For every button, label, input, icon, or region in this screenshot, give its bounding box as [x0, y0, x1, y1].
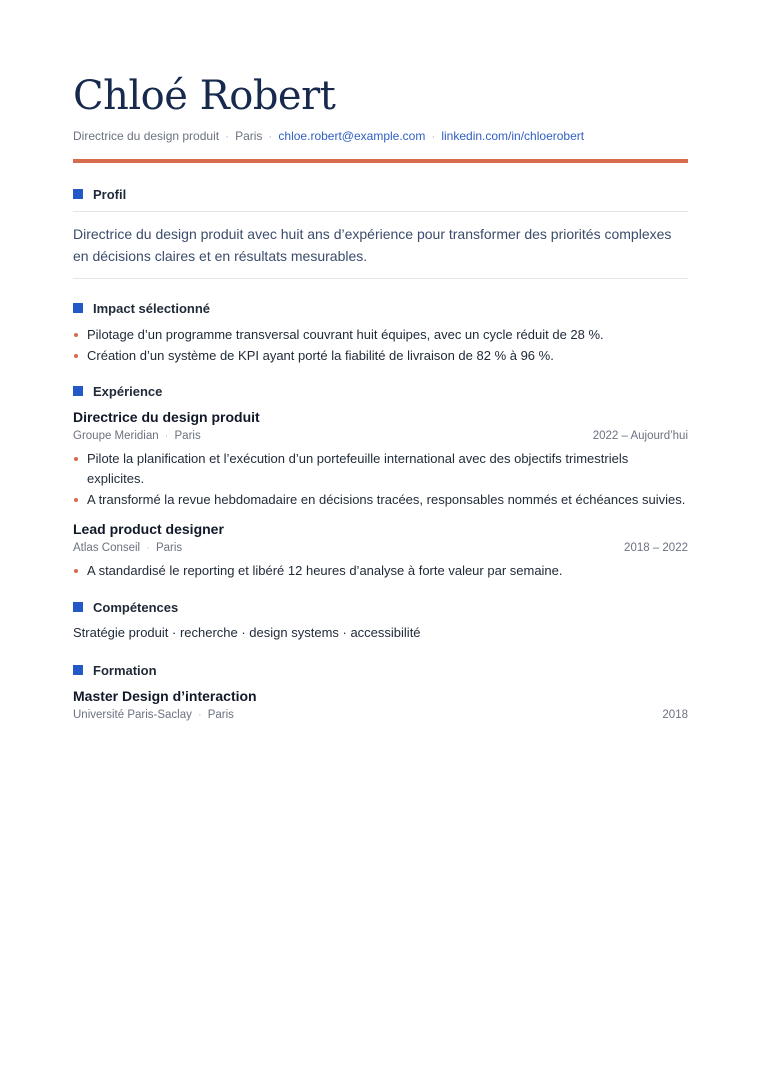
section-square-icon [73, 386, 83, 396]
job-entry [73, 408, 688, 510]
profile-summary: Directrice du design produit avec huit ans d’expérience pour transformer des priorités complexes en décisions claires et en résultats mesurables. [73, 226, 672, 264]
section-square-icon [73, 189, 83, 199]
contact-line [73, 128, 688, 144]
separator-dot: · [268, 129, 273, 143]
education-meta [73, 707, 688, 723]
degree-title: Master Design d’interaction [73, 688, 257, 704]
section-title-skills: Compétences [93, 599, 179, 615]
section-square-icon [73, 602, 83, 612]
job-meta [73, 428, 688, 444]
list-item: Pilotage d’un programme transversal couvrant huit équipes, avec un cycle réduit de 28 %. [73, 325, 688, 345]
section-title-experience: Expérience [93, 383, 163, 399]
education-entry [73, 687, 688, 723]
skills-list: Stratégie produit · recherche · design systems · accessibilité [73, 625, 421, 640]
job-bullets [73, 449, 688, 510]
separator-dot: · [164, 430, 169, 442]
job-meta [73, 540, 688, 556]
impact-list [73, 325, 688, 365]
separator-dot: · [225, 129, 230, 143]
job-dates: 2022 – Aujourd’hui [592, 430, 688, 442]
job-company: Groupe Meridian [73, 430, 159, 442]
separator-dot: · [146, 541, 150, 554]
section-title-education: Formation [93, 662, 157, 678]
school-name: Université Paris-Saclay [73, 709, 192, 721]
list-item: Pilote la planification et l’exécution d’un portefeuille international avec des objectifs trimestriels explicites. [73, 449, 688, 488]
separator-dot: · [431, 129, 436, 143]
job-bullets [73, 561, 688, 581]
section-header-profile [73, 185, 688, 203]
job-title: Lead product designer [73, 520, 224, 537]
divider [73, 278, 688, 279]
job-company: Atlas Conseil [73, 541, 141, 554]
section-square-icon [73, 665, 83, 675]
header-accent-rule [73, 159, 688, 163]
job-location: Paris [174, 430, 201, 442]
candidate-name: Chloé Robert [73, 73, 336, 119]
section-header-education [73, 661, 688, 679]
job-dates: 2018 – 2022 [624, 541, 688, 554]
job-entry [73, 520, 688, 581]
contact-role: Directrice du design produit [73, 129, 220, 143]
list-item: Création d’un système de KPI ayant porté la fiabilité de livraison de 82 % à 96 %. [73, 346, 688, 366]
education-year: 2018 [662, 709, 688, 721]
section-header-impact [73, 299, 688, 317]
section-title-profile: Profil [93, 186, 127, 202]
divider [73, 211, 688, 212]
list-item: A standardisé le reporting et libéré 12 heures d’analyse à forte valeur par semaine. [73, 561, 688, 581]
section-header-skills [73, 598, 688, 616]
list-item: A transformé la revue hebdomadaire en décisions tracées, responsables nommés et échéances suivies. [73, 490, 688, 510]
email-link[interactable]: chloe.robert@example.com [278, 129, 426, 143]
linkedin-link[interactable]: linkedin.com/in/chloerobert [441, 129, 585, 143]
section-title-impact: Impact sélectionné [93, 300, 211, 316]
school-location: Paris [207, 709, 234, 721]
job-location: Paris [155, 541, 183, 554]
job-title: Directrice du design produit [73, 409, 260, 425]
contact-location: Paris [235, 129, 263, 143]
separator-dot: · [197, 709, 202, 721]
section-header-experience [73, 382, 688, 400]
section-square-icon [73, 303, 83, 313]
